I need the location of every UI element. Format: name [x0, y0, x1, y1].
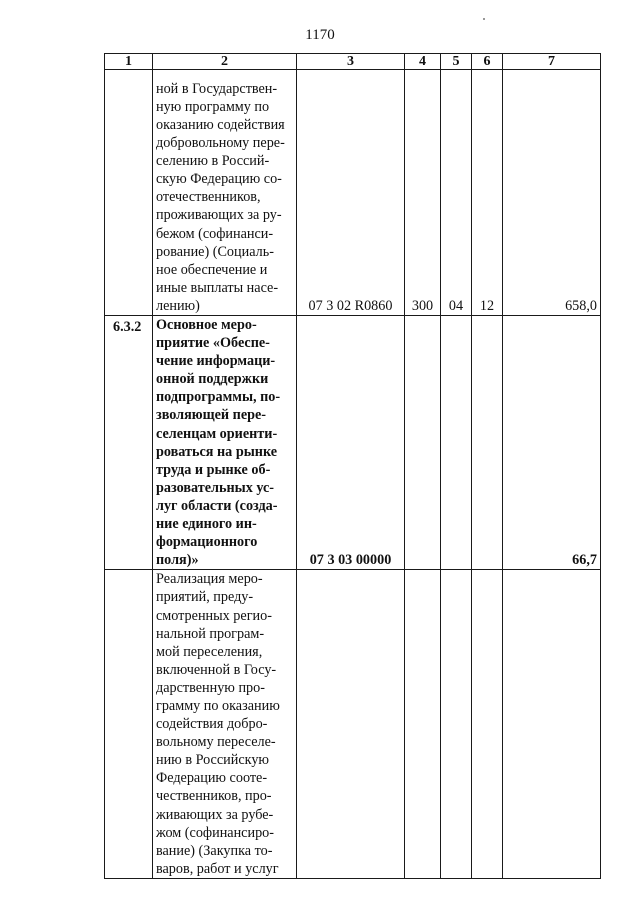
- name-line: разовательных ус-: [156, 479, 275, 496]
- name-line: живающих за рубе-: [156, 806, 274, 823]
- name-line: смотренных регио-: [156, 607, 272, 624]
- budget-table: [104, 53, 601, 879]
- name-line: нальной програм-: [156, 625, 265, 642]
- row-c5-cell: [441, 570, 472, 879]
- name-line: рование) (Социаль-: [156, 243, 274, 260]
- row-code-cell: 07 3 02 R0860: [297, 70, 405, 316]
- column-header-1: 1: [105, 54, 153, 70]
- table-row: [105, 570, 601, 879]
- name-line: ную программу по: [156, 98, 270, 115]
- name-line: приятий, преду-: [156, 589, 254, 606]
- row-c4-cell: [405, 570, 441, 879]
- row-code-cell: 07 3 03 00000: [297, 316, 405, 570]
- name-line: чественников, про-: [156, 788, 272, 805]
- row-number-cell: [105, 570, 153, 879]
- name-line: формационного: [156, 534, 258, 551]
- column-header-6: 6: [472, 54, 503, 70]
- row-name-cell: [153, 316, 297, 570]
- row-number-cell: 6.3.2: [105, 316, 153, 570]
- name-line: ной в Государствен-: [156, 80, 278, 97]
- name-line: нию в Российскую: [156, 752, 270, 769]
- name-line: приятие «Обеспе-: [156, 335, 270, 352]
- row-sum-cell: 66,7: [503, 316, 601, 570]
- table-header-row: [105, 54, 601, 70]
- row-c4-cell: 300: [405, 70, 441, 316]
- name-line: вание) (Закупка то-: [156, 842, 273, 859]
- name-line: ние единого ин-: [156, 516, 257, 533]
- name-line: бежом (софинанси-: [156, 225, 274, 242]
- row-sum-cell: [503, 570, 601, 879]
- name-line: зволяющей пере-: [156, 407, 267, 424]
- row-c6-cell: [472, 570, 503, 879]
- table-row: [105, 70, 601, 316]
- name-line: онной поддержки: [156, 371, 269, 388]
- name-line: роваться на рынке: [156, 443, 278, 460]
- name-line: Федерацию сооте-: [156, 770, 268, 787]
- name-line: Основное меро-: [156, 317, 257, 333]
- name-line: скую Федерацию со-: [156, 171, 282, 188]
- name-line: добровольному пере-: [156, 135, 285, 152]
- name-line: ное обеспечение и: [156, 261, 268, 278]
- row-c4-cell: [405, 316, 441, 570]
- name-line: лению): [156, 297, 200, 314]
- row-code-cell: [297, 570, 405, 879]
- name-line: проживающих за ру-: [156, 207, 282, 224]
- row-number-cell: [105, 70, 153, 316]
- row-name-cell: [153, 570, 297, 879]
- name-line: вольному переселе-: [156, 734, 276, 751]
- name-line: поля)»: [156, 552, 199, 569]
- row-name-cell: [153, 70, 297, 316]
- name-line: селенцам ориенти-: [156, 425, 278, 442]
- name-line: мой переселения,: [156, 643, 263, 660]
- column-header-4: 4: [405, 54, 441, 70]
- column-header-3: 3: [297, 54, 405, 70]
- name-line: дарственную про-: [156, 679, 265, 696]
- column-header-7: 7: [503, 54, 601, 70]
- column-header-2: 2: [153, 54, 297, 70]
- column-header-5: 5: [441, 54, 472, 70]
- table-row: [105, 316, 601, 570]
- page-number: 1170: [305, 27, 335, 43]
- row-c6-cell: 12: [472, 70, 503, 316]
- name-line: иные выплаты насе-: [156, 279, 279, 296]
- name-line: грамму по оказанию: [156, 697, 280, 714]
- name-line: варов, работ и услуг: [156, 860, 279, 877]
- row-c5-cell: 04: [441, 70, 472, 316]
- name-line: селению в Россий-: [156, 153, 270, 170]
- name-line: отечественников,: [156, 189, 261, 206]
- name-line: оказанию содействия: [156, 116, 285, 133]
- name-line: содействия добро-: [156, 716, 268, 733]
- row-c6-cell: [472, 316, 503, 570]
- name-line: Реализация меро-: [156, 571, 263, 588]
- scan-speck: [483, 18, 485, 20]
- name-line: труда и рынке об-: [156, 461, 271, 478]
- row-c5-cell: [441, 316, 472, 570]
- row-sum-cell: 658,0: [503, 70, 601, 316]
- name-line: подпрограммы, по-: [156, 389, 281, 406]
- name-line: чение информаци-: [156, 353, 276, 370]
- name-line: включенной в Госу-: [156, 661, 277, 678]
- name-line: жом (софинансиро-: [156, 824, 274, 841]
- name-line: луг области (созда-: [156, 497, 278, 514]
